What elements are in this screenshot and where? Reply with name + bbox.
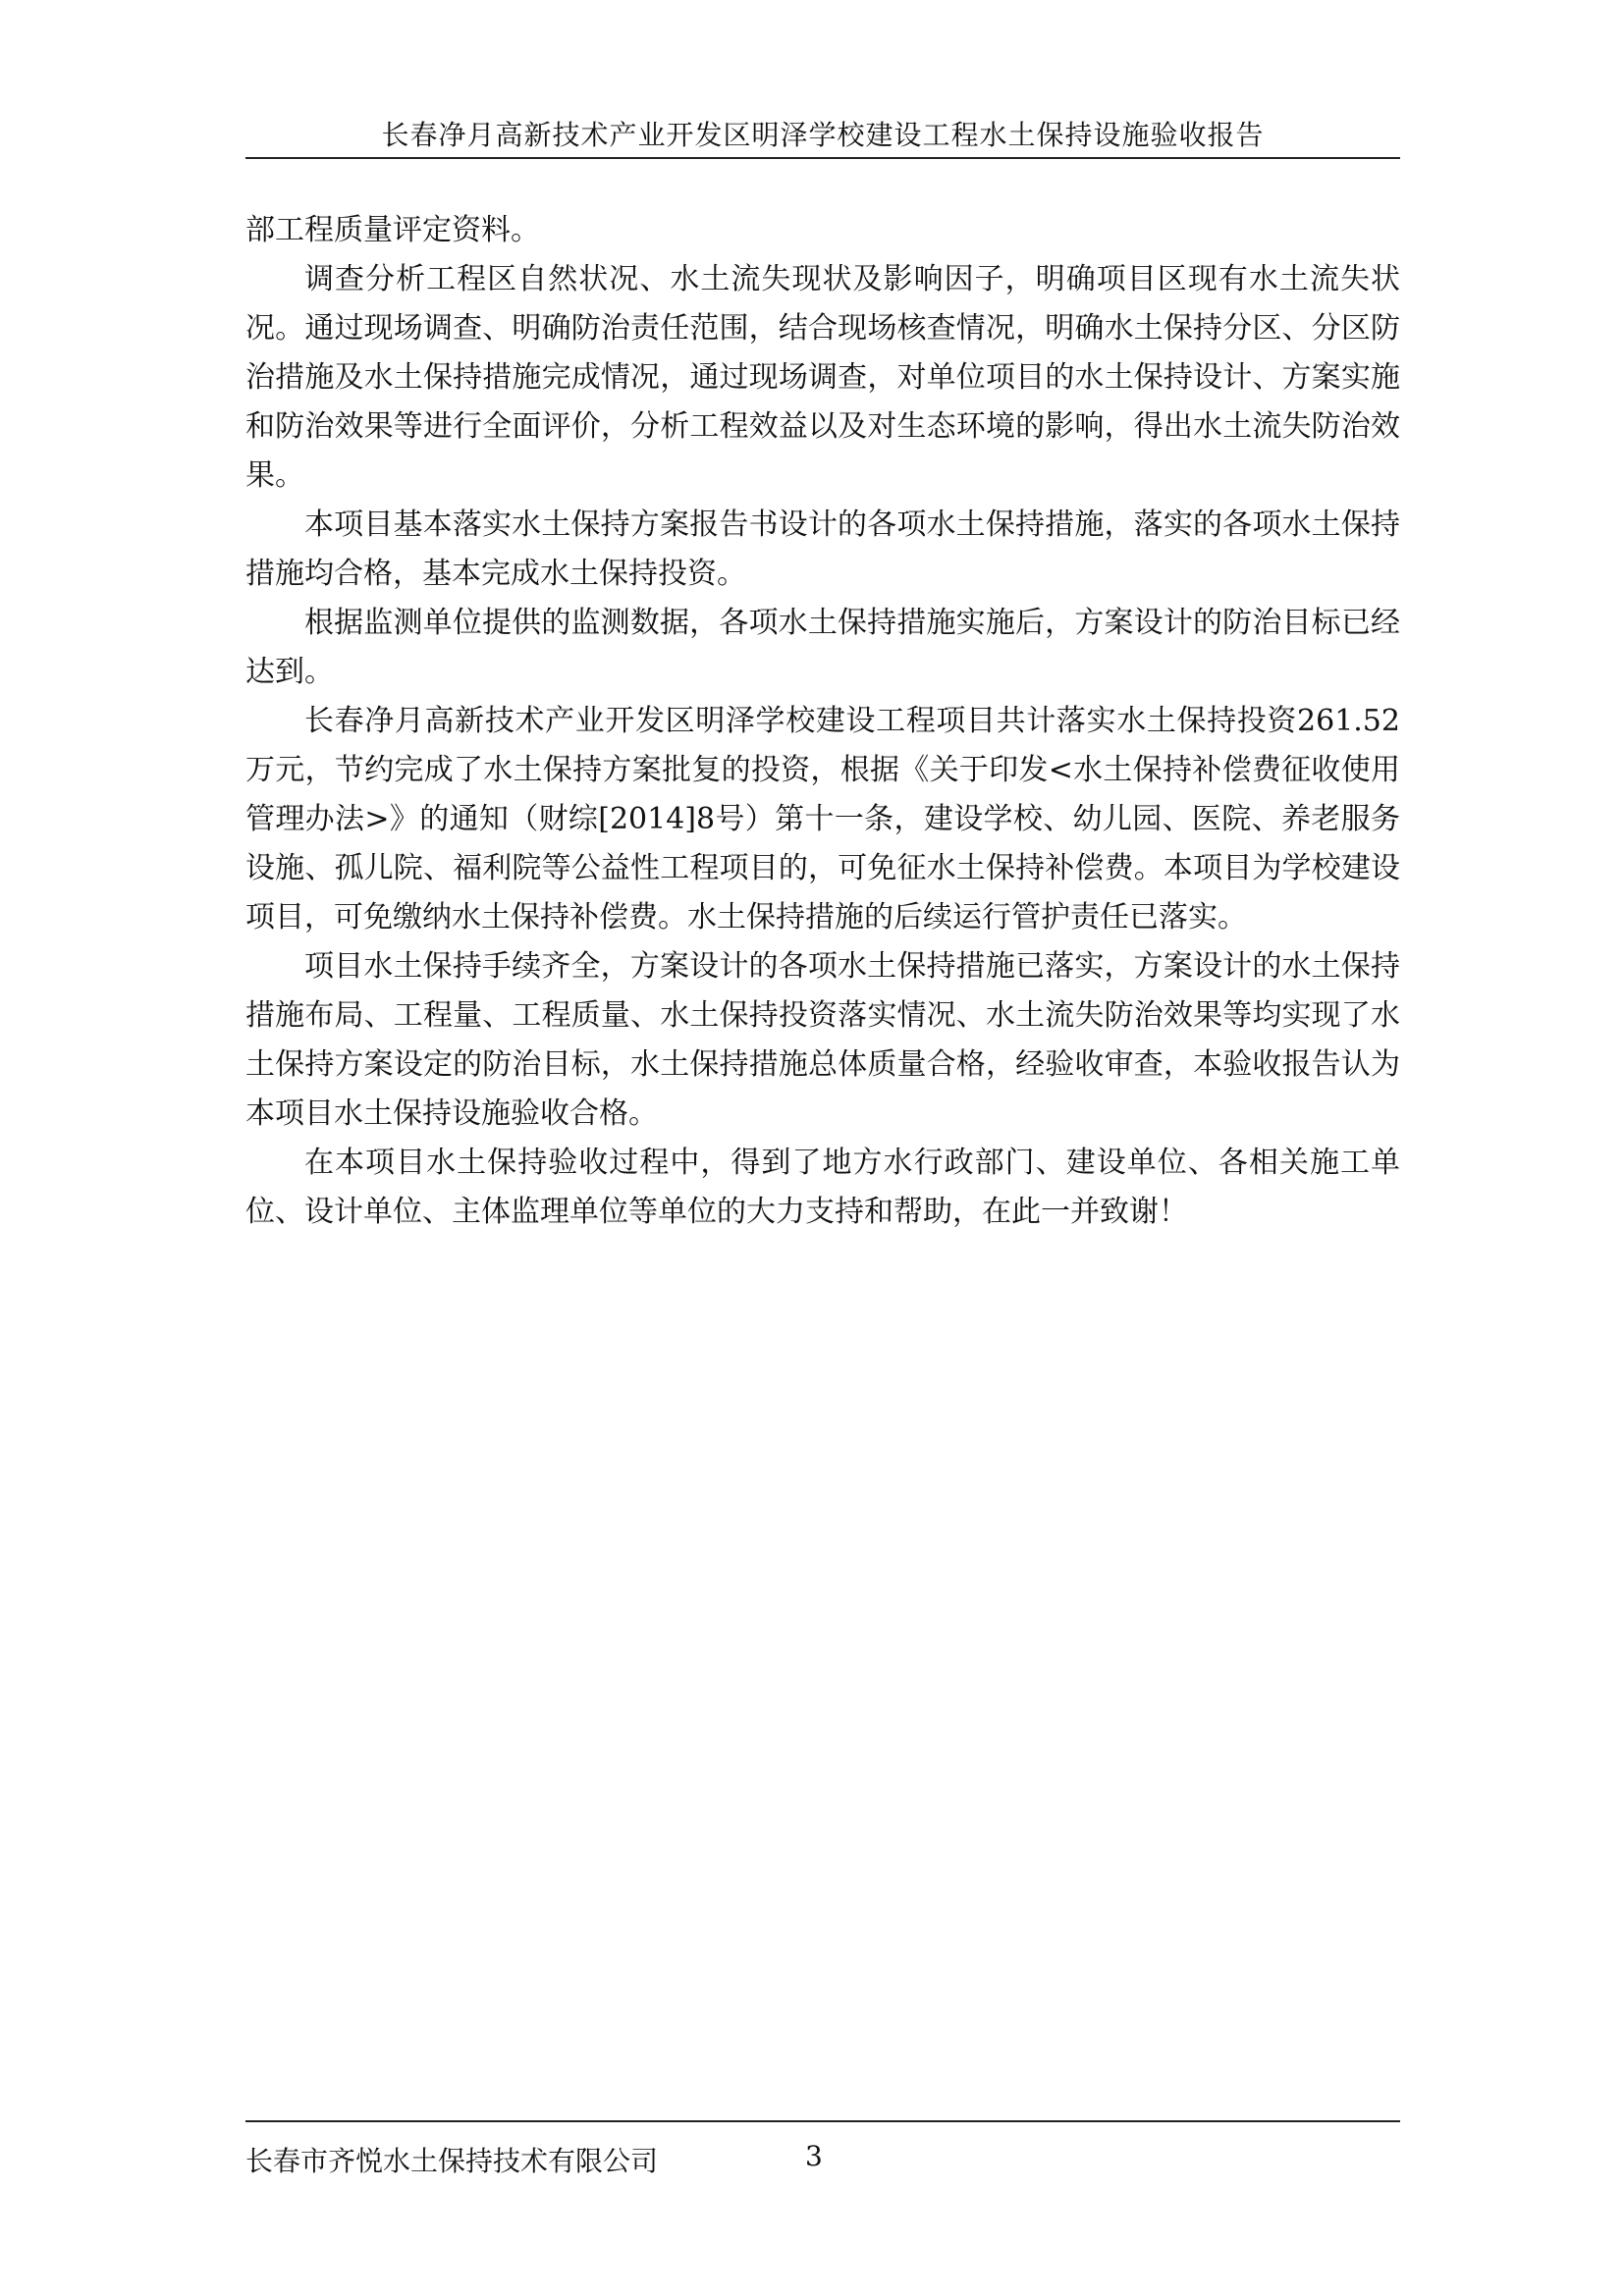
- paragraph-continuation: 部工程质量评定资料。: [245, 213, 540, 247]
- page-number: 3: [805, 2140, 823, 2172]
- paragraph-measures: 本项目基本落实水土保持方案报告书设计的各项水土保持措施，落实的各项水土保持措施均合格，基本完成水土保持投资。: [245, 507, 1400, 591]
- header-title: 长春净月高新技术产业开发区明泽学校建设工程水土保持设施验收报告: [381, 119, 1265, 151]
- paragraph-monitoring: 根据监测单位提供的监测数据，各项水土保持措施实施后，方案设计的防治目标已经达到。: [245, 606, 1400, 689]
- page-header: [245, 110, 1400, 159]
- footer-company: 长春市齐悦水土保持技术有限公司: [245, 2145, 659, 2177]
- document-body: [245, 206, 1400, 1237]
- footer-divider: [245, 2120, 1400, 2122]
- paragraph-acknowledgement: 在本项目水土保持验收过程中，得到了地方水行政部门、建设单位、各相关施工单位、设计单位、主体监理单位等单位的大力支持和帮助，在此一并致谢！: [245, 1146, 1400, 1229]
- paragraph-investigation: 调查分析工程区自然状况、水土流失现状及影响因子，明确项目区现有水土流失状况。通过现场调查、明确防治责任范围，结合现场核查情况，明确水土保持分区、分区防治措施及水土保持措施完成情况，通过现场调查，对单位项目的水土保持设计、方案实施和防治效果等进行全面评价，分析工程效益以及对生态环境的影响，得出水土流失防治效果。: [245, 262, 1400, 493]
- paragraph-investment: 长春净月高新技术产业开发区明泽学校建设工程项目共计落实水土保持投资261.52万元，节约完成了水土保持方案批复的投资，根据《关于印发<水土保持补偿费征收使用管理办法>》的通知（财综[2014]8号）第十一条，建设学校、幼儿园、医院、养老服务设施、孤儿院、福利院等公益性工程项目的，可免征水土保持补偿费。本项目为学校建设项目，可免缴纳水土保持补偿费。水土保持措施的后续运行管护责任已落实。: [245, 704, 1400, 934]
- paragraph-conclusion: 项目水土保持手续齐全，方案设计的各项水土保持措施已落实，方案设计的水土保持措施布局、工程量、工程质量、水土保持投资落实情况、水土流失防治效果等均实现了水土保持方案设定的防治目标，水土保持措施总体质量合格，经验收审查，本验收报告认为本项目水土保持设施验收合格。: [245, 949, 1400, 1131]
